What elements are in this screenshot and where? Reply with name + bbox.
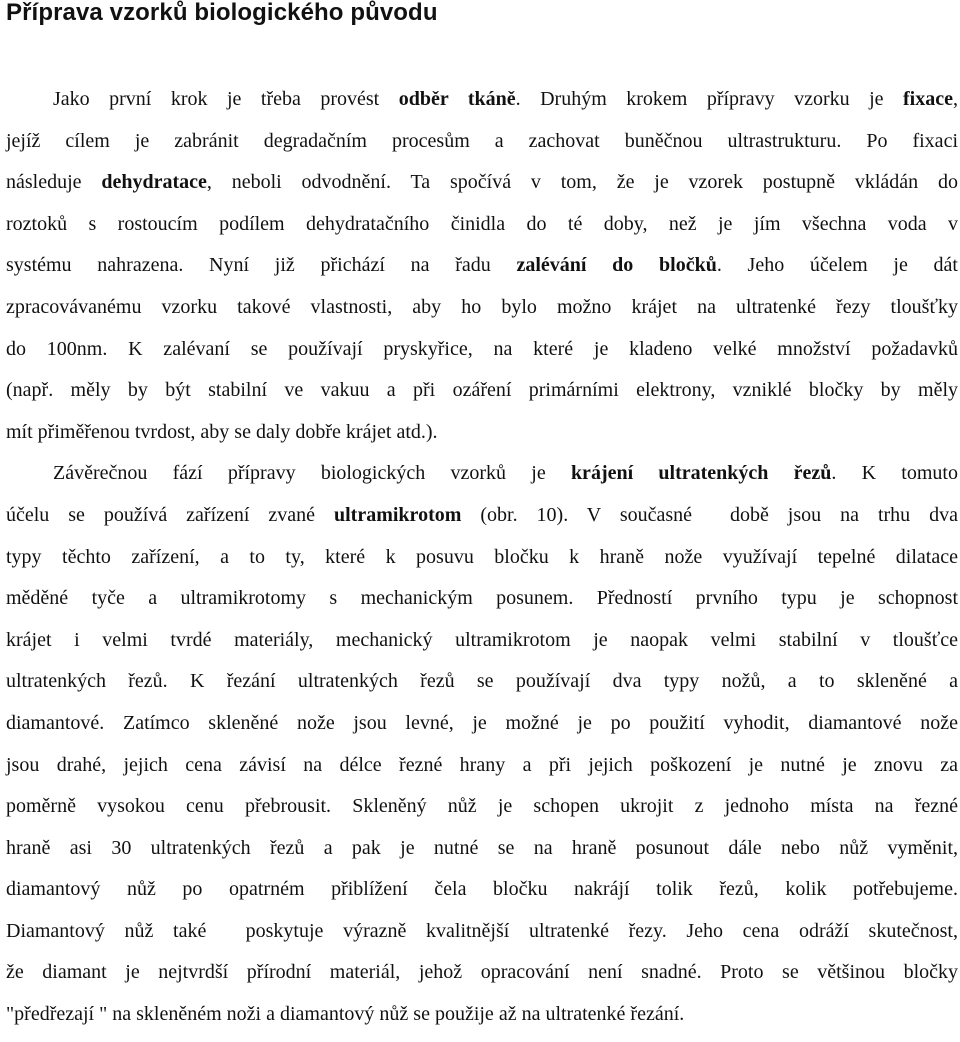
text-run: následuje — [6, 171, 102, 194]
text-run: mít přiměřenou tvrdost, aby se daly dobře krájet atd.). — [6, 420, 438, 443]
text-run: "předřezají " na skleněném noži a diamantový nůž se použije až na ultratenké řezání. — [6, 1003, 685, 1026]
text-line — [6, 661, 958, 703]
text-run: . Druhým krokem přípravy vzorku je — [515, 88, 904, 110]
text-line — [6, 703, 958, 745]
text-run: Diamantový nůž také poskytuje výrazně kvalitnější ultratenké řezy. Jeho cena odráží skutečnost, — [6, 919, 958, 942]
text-run: jejíž cílem je zabránit degradačním procesům a zachovat buněčnou ultrastrukturu. Po fixaci — [6, 129, 958, 152]
text-line — [6, 620, 958, 662]
text-line — [6, 994, 958, 1036]
text-line — [6, 745, 958, 787]
bold-term: krájení ultratenkých řezů — [570, 462, 832, 485]
text-run: diamantové. Zatímco skleněné nože jsou levné, je možné je po použití vyhodit, diamantové nože — [6, 711, 958, 734]
text-run: Závěrečnou fází přípravy biologických vzorků je — [53, 462, 571, 485]
text-run: typy těchto zařízení, a to ty, které k posuvu bločku k hraně nože využívají tepelné dilatace — [6, 545, 958, 568]
paragraph — [6, 453, 958, 1035]
text-run: Jako první krok je třeba provést — [53, 88, 399, 110]
text-run: ultratenkých řezů. K řezání ultratenkých řezů se používají dva typy nožů, a to skleněné a — [6, 670, 958, 693]
text-line — [6, 412, 958, 454]
text-line — [6, 287, 958, 329]
text-line — [6, 869, 958, 911]
text-run: hraně asi 30 ultratenkých řezů a pak je nutné se na hraně posunout dále nebo nůž vyměnit, — [6, 836, 958, 859]
text-run: (např. měly by být stabilní ve vakuu a při ozáření primárními elektrony, vzniklé bločky by měly — [6, 379, 958, 402]
bold-term: ultramikrotom — [334, 503, 462, 526]
text-run: krájet i velmi tvrdé materiály, mechanický ultramikrotom je naopak velmi stabilní v tloušťce — [6, 628, 958, 651]
text-run: do 100nm. K zalévaní se používají pryskyřice, na které je kladeno velké množství požadavků — [6, 337, 958, 360]
bold-term: fixace — [903, 88, 953, 110]
text-run: . K tomuto — [831, 462, 958, 485]
text-run: účelu se používá zařízení zvané — [6, 503, 334, 526]
document-body — [6, 79, 958, 1036]
text-line — [6, 828, 958, 870]
text-run: , — [953, 88, 958, 110]
text-run: diamantový nůž po opatrném přiblížení čela bločku nakrájí tolik řezů, kolik potřebujeme. — [6, 878, 958, 901]
text-run: že diamant je nejtvrdší přírodní materiál, jehož opracování není snadné. Proto se většinou bločky — [6, 961, 958, 984]
bold-term: dehydratace — [101, 171, 207, 194]
text-run: jsou drahé, jejich cena závisí na délce řezné hrany a při jejich poškození je nutné je znovu za — [6, 753, 958, 776]
text-line — [6, 329, 958, 371]
text-run: systému nahrazena. Nyní již přichází na řadu — [6, 254, 517, 277]
text-line — [6, 786, 958, 828]
text-line — [6, 370, 958, 412]
text-line — [6, 79, 958, 121]
text-line — [6, 204, 958, 246]
text-run: , neboli odvodnění. Ta spočívá v tom, že je vzorek postupně vkládán do — [206, 171, 958, 194]
text-line — [6, 537, 958, 579]
text-run: poměrně vysokou cenu přebrousit. Skleněný nůž je schopen ukrojit z jednoho místa na řezné — [6, 795, 958, 818]
bold-term: odběr tkáně — [398, 88, 516, 110]
paragraph — [6, 79, 958, 453]
text-line — [6, 952, 958, 994]
text-line — [6, 121, 958, 163]
page-title: Příprava vzorků biologického původu — [6, 0, 438, 26]
text-line — [6, 495, 958, 537]
text-run: zpracovávanému vzorku takové vlastnosti, aby ho bylo možno krájet na ultratenké řezy tloušťky — [6, 295, 958, 318]
text-run: (obr. 10). V současné době jsou na trhu dva — [461, 503, 958, 526]
text-line — [6, 162, 958, 204]
text-line — [6, 911, 958, 953]
text-line — [6, 453, 958, 495]
text-run: roztoků s rostoucím podílem dehydratačního činidla do té doby, než je jím všechna voda v — [6, 212, 958, 235]
text-line — [6, 578, 958, 620]
bold-term: zalévání do bločků — [516, 254, 717, 277]
text-line — [6, 245, 958, 287]
text-run: měděné tyče a ultramikrotomy s mechanickým posunem. Předností prvního typu je schopnost — [6, 587, 958, 610]
text-run: . Jeho účelem je dát — [716, 254, 958, 277]
